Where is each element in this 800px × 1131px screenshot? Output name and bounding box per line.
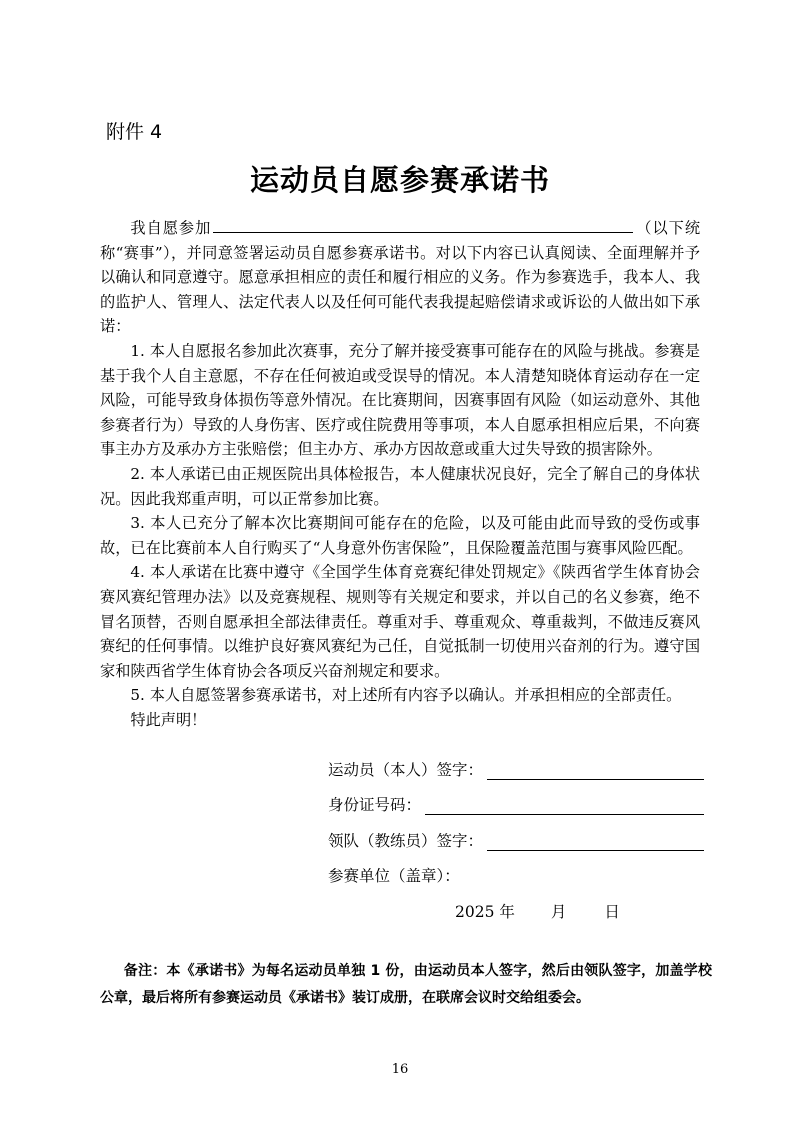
document-body [100, 216, 700, 732]
date-year: 2025 年 [455, 903, 515, 921]
athlete-signature-row [328, 756, 704, 780]
intro-lead: 我自愿参加 [130, 219, 212, 237]
id-number-label: 身份证号码： [328, 796, 422, 814]
document-title: 运动员自愿参赛承诺书 [249, 163, 550, 197]
leader-signature-line[interactable] [487, 832, 704, 851]
id-number-line[interactable] [425, 796, 704, 815]
date-day: 日 [604, 903, 620, 921]
attachment-label: 附件 4 [106, 121, 163, 143]
athlete-signature-label: 运动员（本人）签字： [328, 761, 484, 779]
athlete-signature-line[interactable] [487, 761, 704, 780]
commitment-item-5: 5. 本人自愿签署参赛承诺书，对上述所有内容予以确认。并承担相应的全部责任。 [130, 686, 682, 705]
commitment-item-1: 1. 本人自愿报名参加此次赛事，充分了解并接受赛事可能存在的风险与挑战。参赛是基于我个人自主意愿，不存在任何被迫或受误导的情况。本人清楚知晓体育运动存在一定风险，可能导致身体损伤等意外情况。在比赛期间，因赛事固有风险（如运动意外、其他参赛者行为）导致的人身伤害、医疗或住院费用等事项，本人自愿承担相应后果，不向赛事主办方及承办方主张赔偿；但主办方、承办方因故意或重大过失导致的损害除外。 [100, 341, 700, 459]
date-month: 月 [550, 903, 567, 921]
intro-tail: （以下统称“赛事”），并同意签署运动员自愿参赛承诺书。对以下内容已认真阅读、全面理解并予以确认和同意遵守。愿意承担相应的责任和履行相应的义务。作为参赛选手，我本人、我的监护人、管理人、法定代表人以及任何可能代表我提起赔偿请求或诉讼的人做出如下承诺： [100, 219, 701, 336]
signing-date [455, 900, 620, 922]
unit-stamp-label: 参赛单位（盖章）： [328, 867, 460, 885]
commitment-item-4: 4. 本人承诺在比赛中遵守《全国学生体育竞赛纪律处罚规定》《陕西省学生体育协会赛风赛纪管理办法》以及竞赛规程、规则等有关规定和要求，并以自己的名义参赛，绝不冒名顶替，否则自愿承担全部法律责任。尊重对手、尊重观众、尊重裁判，不做违反赛风赛纪的任何事情。以维护良好赛风赛纪为己任，自觉抵制一切使用兴奋剂的行为。遵守国家和陕西省学生体育协会各项反兴奋剂规定和要求。 [100, 563, 700, 680]
event-name-blank[interactable] [213, 216, 633, 233]
id-number-row [328, 791, 704, 815]
intro-paragraph [100, 216, 700, 339]
leader-signature-label: 领队（教练员）签字： [328, 832, 484, 850]
commitment-item-3: 3. 本人已充分了解本次比赛期间可能存在的危险，以及可能由此而导致的受伤或事故，已在比赛前本人自行购买了“人身意外伤害保险”，且保险覆盖范围与赛事风险匹配。 [100, 514, 700, 557]
declaration: 特此声明！ [130, 710, 207, 729]
unit-stamp-row [328, 862, 704, 886]
remark-note: 备注：本《承诺书》为每名运动员单独 1 份，由运动员本人签字，然后由领队签字，加盖学校公章，最后将所有参赛运动员《承诺书》装订成册，在联席会议时交给组委会。 [100, 963, 712, 1006]
page-number: 16 [391, 1062, 409, 1077]
commitment-item-2: 2. 本人承诺已由正规医院出具体检报告，本人健康状况良好，完全了解自己的身体状况。因此我郑重声明，可以正常参加比赛。 [100, 464, 700, 508]
leader-signature-row [328, 827, 704, 851]
